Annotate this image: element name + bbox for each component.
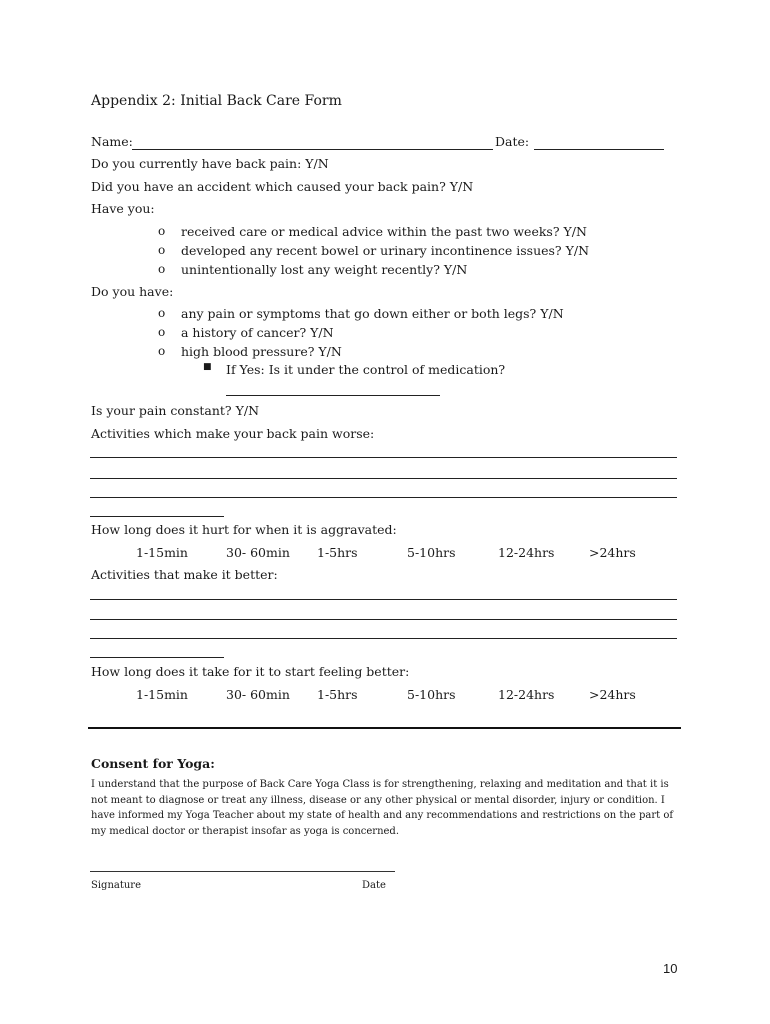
name-label: Name: — [91, 134, 133, 149]
better-duration-option[interactable]: >24hrs — [589, 687, 636, 702]
better-duration-option[interactable]: 1-15min — [136, 687, 188, 702]
better-duration-option[interactable]: 30- 60min — [226, 687, 290, 702]
question-hurt-duration: How long does it hurt for when it is aggravated: — [91, 522, 397, 537]
question-accident: Did you have an accident which caused your back pain? Y/N — [91, 179, 474, 194]
section-divider — [88, 727, 681, 729]
bp-medication-answer-line[interactable] — [226, 395, 440, 396]
have-you-label: Have you: — [91, 201, 155, 216]
have-you-item: unintentionally lost any weight recently? Y/N — [181, 262, 468, 277]
date-field[interactable] — [534, 149, 664, 150]
do-you-have-item: a history of cancer? Y/N — [181, 325, 334, 340]
answer-line[interactable] — [90, 516, 224, 517]
answer-line[interactable] — [90, 478, 677, 479]
date-label: Date: — [495, 134, 530, 149]
question-better-activities: Activities that make it better: — [91, 567, 278, 582]
circle-bullet-icon: o — [158, 262, 166, 276]
do-you-have-label: Do you have: — [91, 284, 174, 299]
duration-option[interactable]: 1-15min — [136, 545, 188, 560]
circle-bullet-icon: o — [158, 344, 166, 358]
circle-bullet-icon: o — [158, 325, 166, 339]
duration-option[interactable]: 1-5hrs — [317, 545, 358, 560]
answer-line[interactable] — [90, 457, 677, 458]
better-duration-option[interactable]: 1-5hrs — [317, 687, 358, 702]
consent-title: Consent for Yoga: — [91, 756, 215, 771]
form-title: Appendix 2: Initial Back Care Form — [91, 93, 342, 109]
circle-bullet-icon: o — [158, 243, 166, 257]
square-bullet-icon: ■ — [203, 362, 212, 372]
have-you-item: developed any recent bowel or urinary incontinence issues? Y/N — [181, 243, 590, 258]
signature-line[interactable] — [90, 871, 395, 872]
question-back-pain: Do you currently have back pain: Y/N — [91, 156, 329, 171]
question-better-duration: How long does it take for it to start feeling better: — [91, 664, 410, 679]
name-field[interactable] — [132, 149, 493, 150]
signature-date-label: Date — [362, 880, 386, 891]
bp-medication-question: If Yes: Is it under the control of medication? — [226, 362, 506, 377]
consent-text: I understand that the purpose of Back Care Yoga Class is for strengthening, relaxing and meditation and that it is not meant to diagnose or treat any illness, disease or any other physical or mental disorder, injury or condition. I have informed my Yoga Teacher about my state of health and any recommendations and restrictions on the part of my medical doctor or therapist insofar as yoga is concerned. — [91, 779, 674, 837]
answer-line[interactable] — [90, 657, 224, 658]
have-you-item: received care or medical advice within the past two weeks? Y/N — [181, 224, 587, 239]
question-worse-activities: Activities which make your back pain worse: — [91, 426, 375, 441]
do-you-have-item: high blood pressure? Y/N — [181, 344, 342, 359]
do-you-have-item: any pain or symptoms that go down either or both legs? Y/N — [181, 306, 564, 321]
page-number: 10 — [663, 961, 678, 976]
signature-label: Signature — [91, 880, 142, 891]
answer-line[interactable] — [90, 599, 677, 600]
answer-line[interactable] — [90, 619, 677, 620]
duration-option[interactable]: 30- 60min — [226, 545, 290, 560]
answer-line[interactable] — [90, 497, 677, 498]
question-constant: Is your pain constant? Y/N — [91, 403, 260, 418]
answer-line[interactable] — [90, 638, 677, 639]
duration-option[interactable]: 12-24hrs — [498, 545, 555, 560]
duration-option[interactable]: >24hrs — [589, 545, 636, 560]
better-duration-option[interactable]: 12-24hrs — [498, 687, 555, 702]
circle-bullet-icon: o — [158, 224, 166, 238]
circle-bullet-icon: o — [158, 306, 166, 320]
duration-option[interactable]: 5-10hrs — [407, 545, 456, 560]
better-duration-option[interactable]: 5-10hrs — [407, 687, 456, 702]
